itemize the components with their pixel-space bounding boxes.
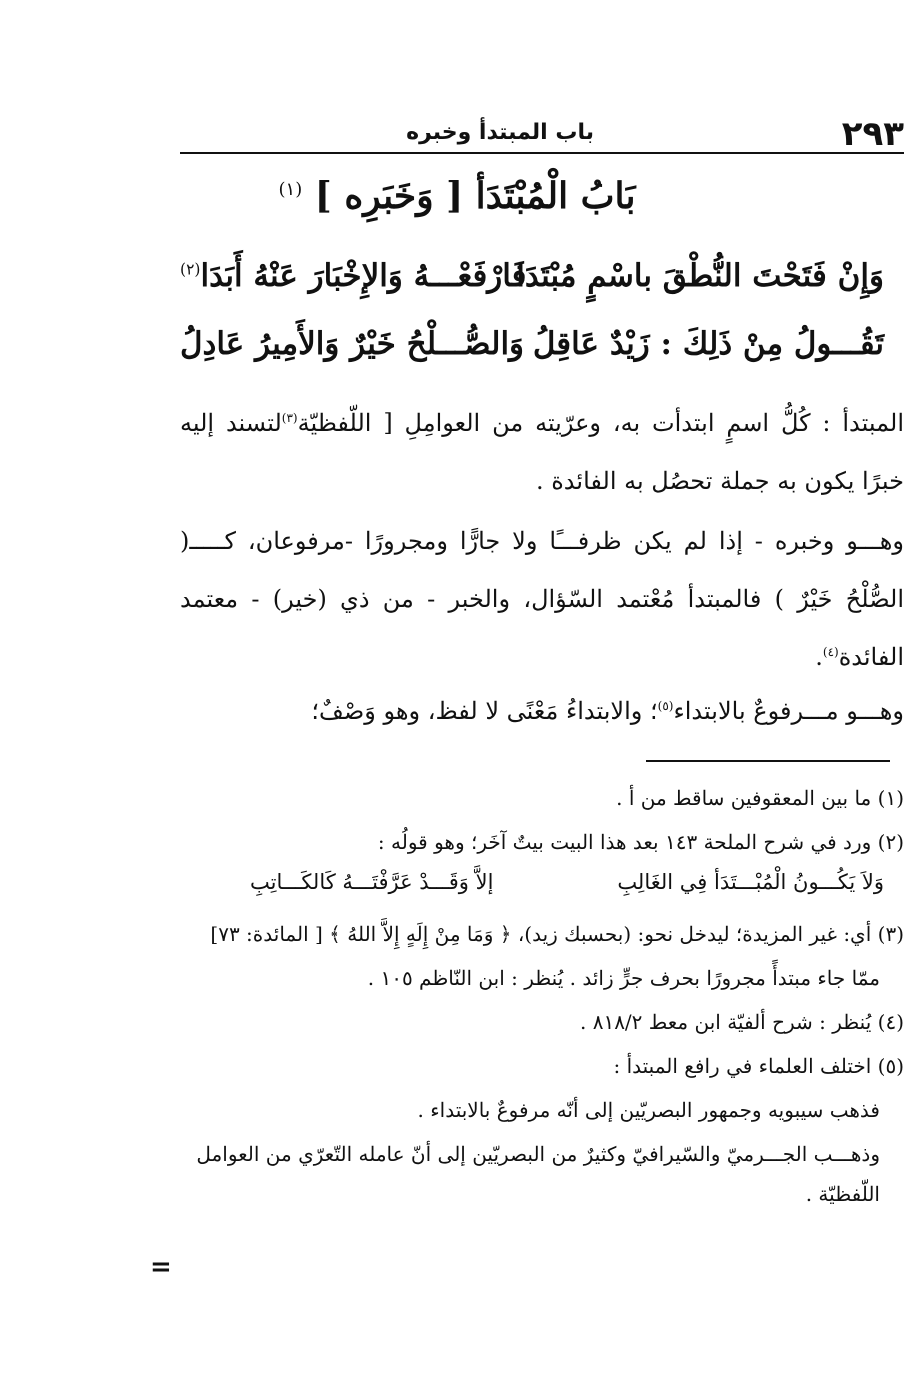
para-1-text-a: المبتدأ : كُلُّ اسمٍ ابتدأت به، وعرّيته من العوامِلِ [ اللّفظيّة [297, 409, 904, 437]
chapter-title-text: بَابُ الْمُبْتَدَأ [ وَخَبَرِه ] [314, 175, 636, 217]
running-header [180, 108, 904, 154]
footnote-5-intro: (٥) اختلف العلماء في رافع المبتدأ : [613, 1054, 904, 1078]
verse-1-second-text: فَارْفَعْـــهُ وَالإِخْبَارَ عَنْهُ أَبَدَا [200, 258, 527, 294]
footnote-2-verse-second: إلاَّ وَقَـــدْ عَرَّفْتَـــهُ كَالكَـــاتِبِ [250, 870, 494, 894]
footnote-2: (٢) ورد في شرح الملحة ١٤٣ بعد هذا البيت بيتٌ آخَر؛ وهو قولُه : [377, 830, 904, 854]
body-paragraph-3 [180, 682, 904, 740]
para-1-text-b: لتسند إليه خبرًا يكون به جملة تحصُل به الفائدة . [180, 409, 904, 495]
chapter-title [0, 175, 914, 217]
body-paragraph-1 [180, 394, 904, 510]
footnote-2-verse-first: وَلاَ يَكُـــونُ الْمُبْـــتَدَأ فِي الغَالِبِ [617, 870, 884, 894]
footnote-2-verse [180, 866, 904, 914]
footnote-5-line-1: فذهب سيبويه وجمهور البصريّين إلى أنّه مرفوعٌ بالابتداء . [417, 1098, 880, 1122]
footnote-5-line-2: وذهـــب الجـــرميّ والسّيرافيّ وكثيرٌ من البصريّين إلى أنّ عامله التّعرّي من العوامل اللّفظيّة . [196, 1142, 880, 1206]
footnote-3-line-1: (٣) أي: غير المزيدة؛ ليدخل نحو: (بحسبك زيد)، ﴿ وَمَا مِنْ إِلَهٍ إِلاَّ اللهُ ﴾ [ المائدة: ٧٣] [210, 922, 904, 946]
footnote-3-line-2: ممّا جاء مبتدأً مجرورًا بحرف جرٍّ زائد . يُنظر : ابن النّاظم ١٠٥ . [367, 966, 880, 990]
para-3-text-b: ؛ والابتداءُ مَعْنًى لا لفظ، وهو وَصْفٌ؛ [311, 697, 658, 725]
verse-line-2 [180, 326, 904, 386]
footnote-ref-3: (٣) [281, 411, 298, 425]
footnote-ref-5: (٥) [657, 699, 674, 713]
footnote-ref-4: (٤) [822, 645, 839, 659]
para-2-text-a: وهـــو وخبره - إذا لم يكن ظرفـــًا ولا جارًّا ومجرورًا -مرفوعان، كـــــ( الصُّلْحُ خَيْرٌ ) فالمبتدأ مُعْتمد السّؤال، والخبر - من ذي (خير) - معتمد الفائدة [180, 527, 904, 671]
body-paragraph-2 [180, 512, 904, 686]
verse-1-first-hemistich: وَإِنْ فَتَحْتَ النُّطْقَ باسْمٍ مُبْتَدَا [516, 258, 884, 294]
page-number: ٢٩٣ [841, 114, 904, 154]
verse-line-1 [180, 258, 904, 318]
footnote-4: (٤) يُنظر : شرح ألفيّة ابن معط ٨١٨/٢ . [579, 1010, 904, 1034]
para-2-text-b: . [815, 643, 823, 671]
continuation-mark: = [150, 1252, 172, 1282]
footnote-1: (١) ما بين المعقوفين ساقط من أ . [616, 786, 904, 810]
footnotes [180, 778, 904, 1218]
para-3-text-a: وهـــو مـــرفوعٌ بالابتداء [673, 697, 904, 725]
verse-2-first-hemistich: تَقُـــولُ مِنْ ذَلِكَ : زَيْدٌ عَاقِلُ [532, 326, 884, 362]
footnote-separator [646, 760, 890, 762]
verse-1-second-hemistich [180, 258, 527, 294]
running-title: باب المبتدأ وخبره [406, 120, 594, 145]
footnote-ref-1: (١) [278, 179, 303, 200]
footnote-ref-2: (٢) [180, 260, 201, 279]
verse-2-second-hemistich: وَالصُّـــلْحُ خَيْرٌ وَالأَمِيرُ عَادِلُ [180, 326, 525, 362]
